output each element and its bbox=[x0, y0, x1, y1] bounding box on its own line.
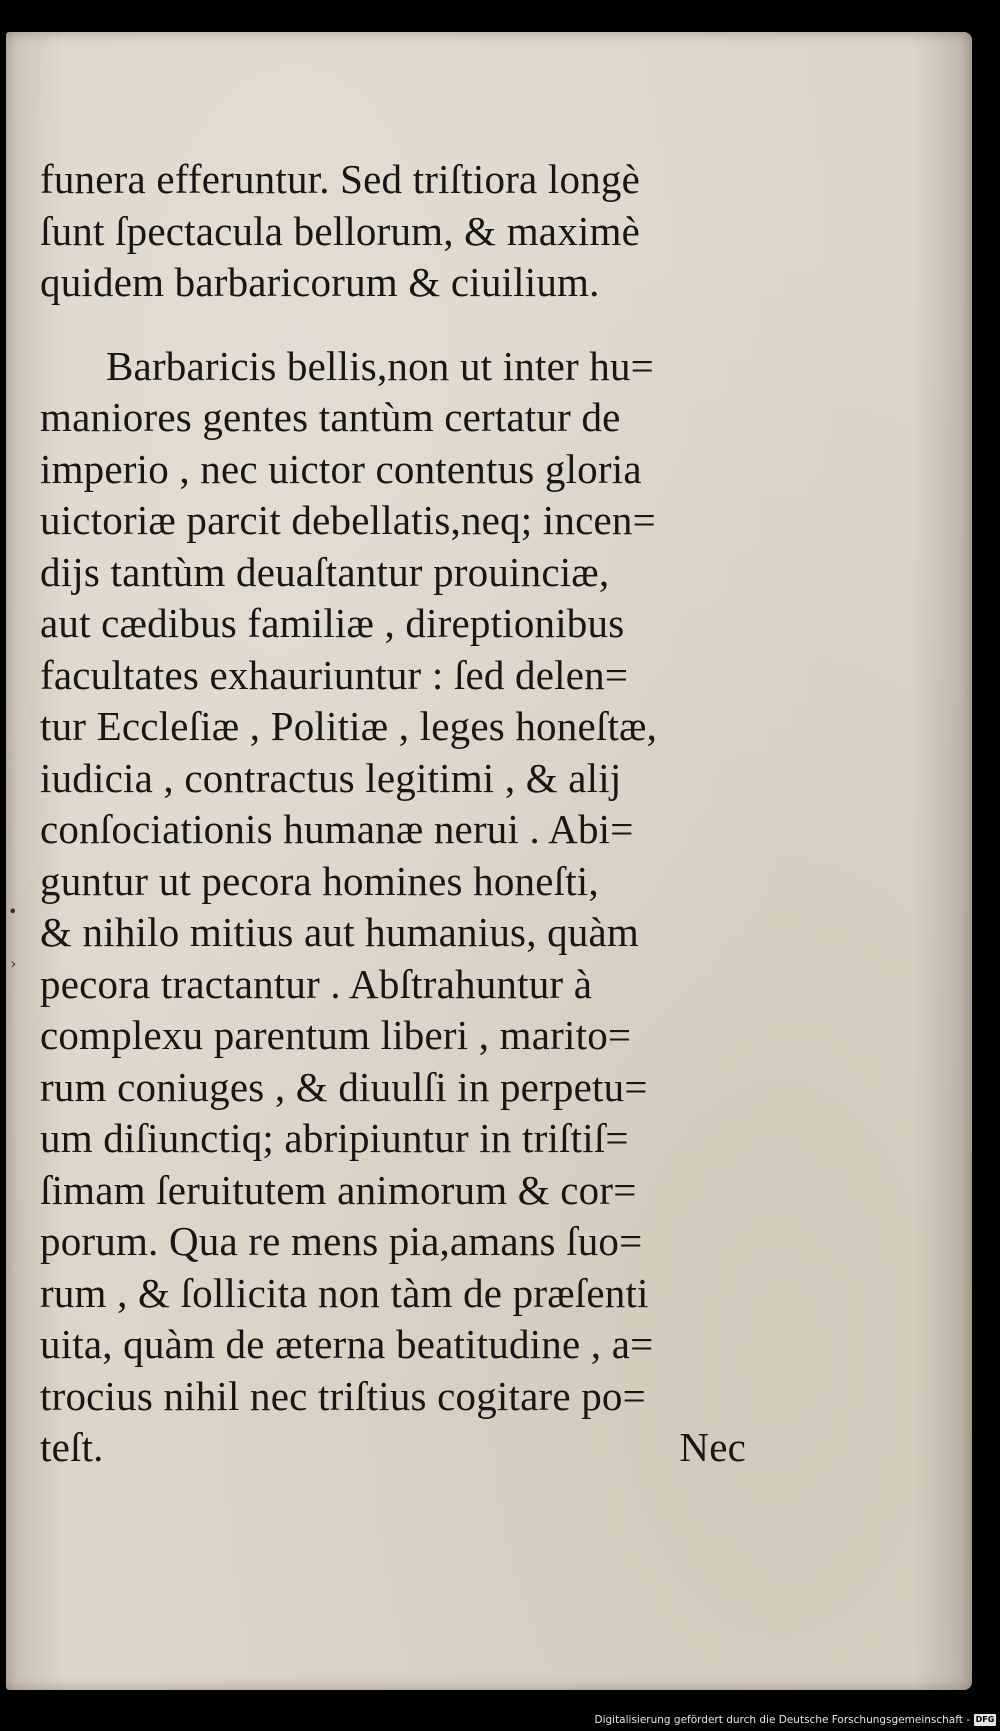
text-line: aut cædibus familiæ , direptionibus bbox=[40, 600, 625, 646]
text-line: imperio , nec uictor contentus gloria bbox=[40, 445, 642, 492]
text-line: uictoriæ parcit debellatis,neq; incen= bbox=[40, 497, 656, 543]
text-line: maniores gentes tantùm certatur de bbox=[40, 394, 621, 440]
text-line: trocius nihil nec triſtius cogitare po= bbox=[40, 1372, 646, 1419]
footer-credit: Digitalisierung gefördert durch die Deutsche Forschungsgemeinschaft - bbox=[594, 1714, 970, 1726]
paragraph-gap bbox=[40, 309, 760, 341]
last-line-row bbox=[40, 1422, 746, 1474]
text-line: porum. Qua re mens pia,amans ſuo= bbox=[40, 1218, 643, 1264]
text-line: funera efferuntur. Sed triſtiora longè bbox=[40, 156, 640, 202]
text-line: tur Eccleſiæ , Politiæ , leges honeſtæ, bbox=[40, 703, 658, 749]
text-line: complexu parentum liberi , marito= bbox=[40, 1012, 632, 1058]
page-text bbox=[40, 154, 760, 1474]
text-line: iudicia , contractus legitimi , & alij bbox=[40, 754, 622, 801]
text-line: facultates exhauriuntur : ſed delen= bbox=[40, 651, 629, 698]
last-line-text: teſt. bbox=[40, 1424, 104, 1470]
text-line: & nihilo mitius aut humanius, quàm bbox=[40, 909, 639, 955]
catchword: Nec bbox=[679, 1424, 746, 1470]
text-line: ſunt ſpectacula bellorum, & maximè bbox=[40, 207, 640, 254]
text-line: pecora tractantur . Abſtrahuntur à bbox=[40, 960, 593, 1007]
text-line: quidem barbaricorum & ciuilium. bbox=[40, 259, 600, 305]
margin-mark: › bbox=[10, 954, 17, 973]
text-line: ſimam ſeruitutem animorum & cor= bbox=[40, 1166, 637, 1213]
book-page bbox=[6, 32, 972, 1690]
text-line: Barbaricis bellis,non ut inter hu= bbox=[106, 342, 655, 389]
margin-mark: • bbox=[8, 902, 18, 921]
text-line: dijs tantùm deuaſtantur prouinciæ, bbox=[40, 548, 610, 595]
text-line: rum , & ſollicita non tàm de præſenti bbox=[40, 1269, 649, 1316]
text-line: um diſiunctiq; abripiuntur in triſtiſ= bbox=[40, 1115, 629, 1161]
text-line: conſociationis humanæ nerui . Abi= bbox=[40, 806, 634, 852]
dfg-logo: DFG bbox=[975, 1715, 995, 1724]
text-line: rum coniuges , & diuulſi in perpetu= bbox=[40, 1063, 648, 1110]
text-line: guntur ut pecora homines honeſti, bbox=[40, 857, 599, 904]
text-line: uita, quàm de æterna beatitudine , a= bbox=[40, 1321, 654, 1367]
